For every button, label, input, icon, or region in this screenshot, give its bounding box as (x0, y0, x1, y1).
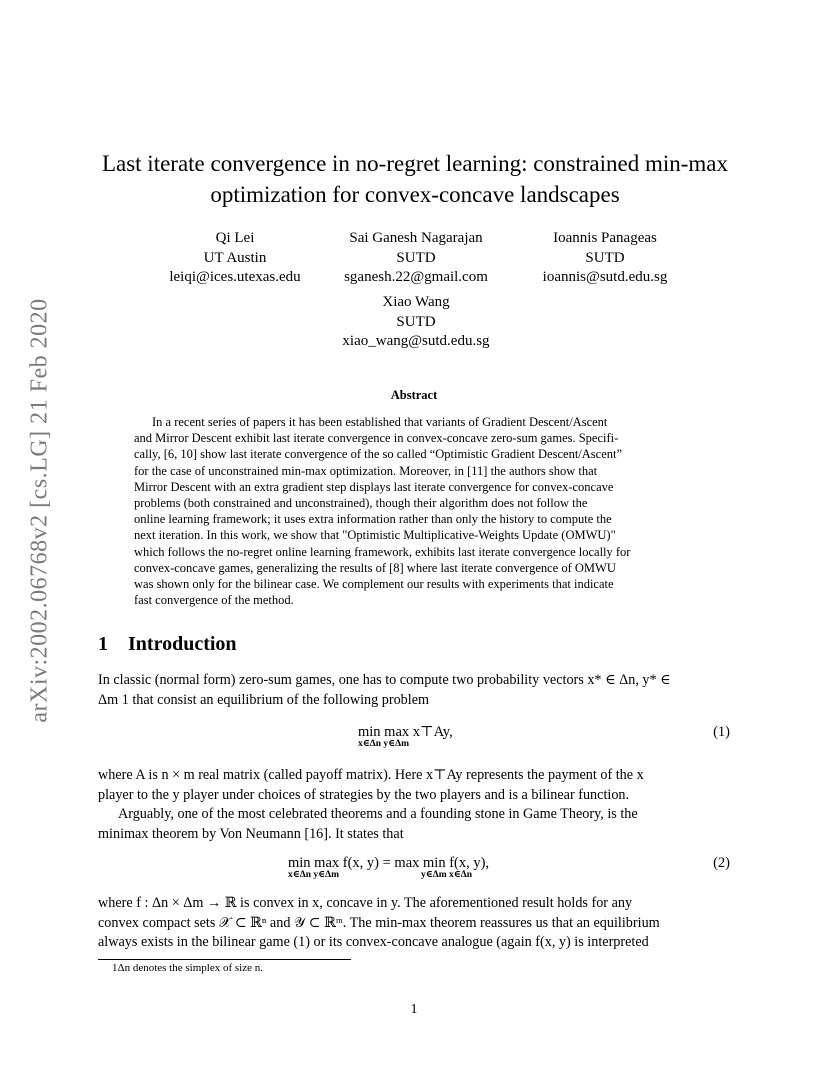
author-affiliation: UT Austin (203, 249, 267, 266)
author-email[interactable]: ioannis@sutd.edu.sg (542, 269, 668, 285)
text-line: convex compact sets 𝒳 ⊂ ℝⁿ and 𝒴 ⊂ ℝᵐ. The min-max theorem reassures us that an equilibrium (98, 914, 660, 931)
paragraph-3 (98, 894, 732, 953)
section-heading (98, 633, 237, 656)
abstract-line: was shown only for the bilinear case. We complement our results with experiments that indicate (134, 577, 614, 592)
equation-number-2: (2) (713, 855, 730, 871)
section-number: 1 (98, 633, 108, 655)
equation-1: min max x⊤Ay, x∈Δn y∈Δm (358, 724, 453, 749)
equation-2: min max f(x, y) = max min f(x, y), x∈Δn y∈Δm y∈Δm x∈Δn (288, 855, 490, 880)
arxiv-identifier-stamp: arXiv:2002.06768v2 [cs.LG] 21 Feb 2020 (26, 297, 53, 723)
author-email[interactable]: leiqi@ices.utexas.edu (169, 269, 301, 285)
abstract-line: which follows the no-regret online learning framework, exhibits last iterate convergence locally for (134, 544, 631, 559)
text-line: Arguably, one of the most celebrated theorems and a founding stone in Game Theory, is the (118, 806, 638, 822)
author-email[interactable]: sganesh.22@gmail.com (344, 269, 488, 285)
abstract-line: online learning framework; it uses extra information rather than only the history to compute the (134, 512, 612, 527)
equation-number-1: (1) (713, 724, 730, 740)
title-line-2: optimization for convex-concave landscapes (210, 182, 620, 207)
paragraph-2 (98, 766, 732, 844)
author-block-1 (140, 229, 330, 288)
author-affiliation: SUTD (396, 313, 436, 330)
author-name: Sai Ganesh Nagarajan (349, 230, 483, 246)
abstract-line: cally, [6, 10] show last iterate convergence of the so called “Optimistic Gradient Descent/Ascent” (134, 447, 623, 462)
text-line: always exists in the bilinear game (1) or its convex-concave analogue (again f(x, y) is interpreted (98, 934, 649, 950)
author-block-3 (510, 229, 700, 288)
author-email[interactable]: xiao_wang@sutd.edu.sg (342, 333, 490, 349)
abstract-line: In a recent series of papers it has been established that variants of Gradient Descent/Ascent (152, 415, 608, 429)
author-block-2 (318, 229, 514, 288)
abstract-line: for the case of unconstrained min-max optimization. Moreover, in [11] the authors show that (134, 463, 598, 478)
text-line: In classic (normal form) zero-sum games, one has to compute two probability vectors x* ∈ Δn, y* ∈ (98, 672, 671, 688)
author-name: Ioannis Panageas (553, 230, 657, 246)
abstract-line: fast convergence of the method. (134, 593, 294, 608)
abstract-heading: Abstract (390, 388, 438, 402)
text-line: minimax theorem by Von Neumann [16]. It states that (98, 825, 404, 842)
abstract-line: problems (both constrained and unconstrained), though their algorithm does not follow the (134, 496, 588, 511)
text-line: where A is n × m real matrix (called payoff matrix). Here x⊤Ay represents the payment of the x (98, 767, 644, 783)
abstract-line: next iteration. In this work, we show that "Optimistic Multiplicative-Weights Update (OMWU)" (134, 528, 616, 543)
paragraph-1 (98, 671, 732, 710)
footnote-rule (98, 959, 351, 960)
footnote: 1Δn denotes the simplex of size n. (112, 962, 263, 974)
author-affiliation: SUTD (585, 249, 625, 266)
page-number: 1 (410, 1002, 418, 1017)
title-line-1: Last iterate convergence in no-regret learning: constrained min-max (101, 151, 729, 176)
author-name: Qi Lei (215, 230, 255, 246)
abstract-body (134, 414, 694, 608)
text-line: where f : Δn × Δm → ℝ is convex in x, concave in y. The aforementioned result holds for any (98, 895, 633, 911)
section-title: Introduction (128, 633, 237, 655)
abstract-line: Mirror Descent with an extra gradient step displays last iterate convergence for convex-concave (134, 479, 614, 494)
text-line: Δm 1 that consist an equilibrium of the following problem (98, 691, 430, 708)
author-affiliation: SUTD (396, 249, 436, 266)
text-line: player to the y player under choices of strategies by the two players and is a bilinear function. (98, 786, 630, 803)
author-block-4 (318, 293, 514, 352)
author-name: Xiao Wang (382, 294, 450, 310)
abstract-line: convex-concave games, generalizing the results of [8] where last iterate convergence of OMWU (134, 560, 616, 575)
abstract-line: and Mirror Descent exhibit last iterate convergence in convex-concave zero-sum games. Specifi- (134, 431, 619, 446)
paper-title (90, 148, 740, 210)
